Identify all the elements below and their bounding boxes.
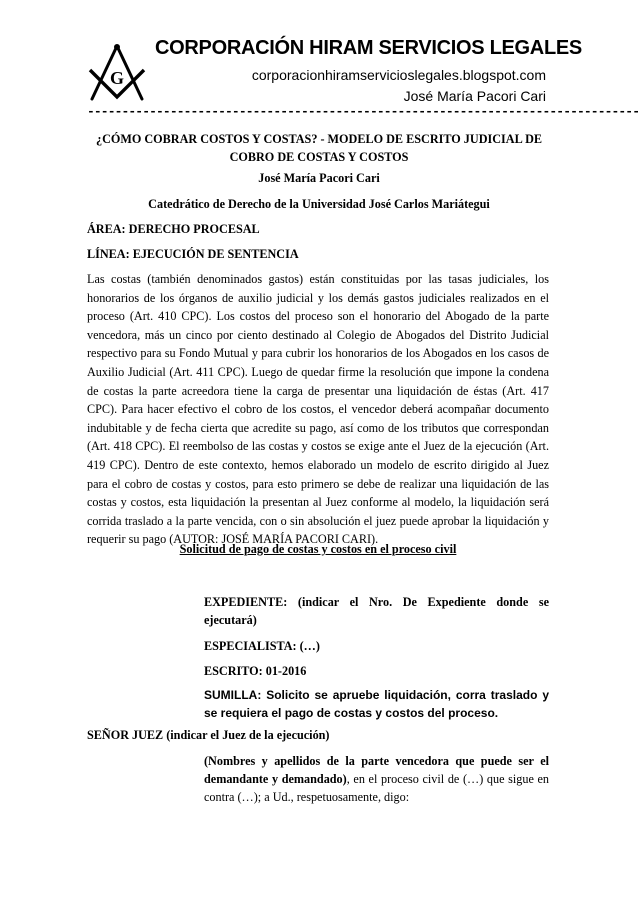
header-divider: -------------------------------------------------------------------------------- <box>87 104 639 119</box>
linea-label: LÍNEA: EJECUCIÓN DE SENTENCIA <box>87 247 299 261</box>
document-title: ¿CÓMO COBRAR COSTOS Y COSTAS? - MODELO DE ESCRITO JUDICIAL DE COBRO DE COSTAS Y COSTOS <box>95 132 543 164</box>
svg-text:G: G <box>109 68 125 88</box>
header-author: José María Pacori Cari <box>403 88 546 104</box>
especialista-field: ESPECIALISTA: (…) <box>204 639 320 653</box>
blog-url: corporacionhiramservicioslegales.blogspot.com <box>251 67 546 83</box>
document-author: José María Pacori Cari <box>258 171 380 185</box>
org-title: CORPORACIÓN HIRAM SERVICIOS LEGALES <box>155 37 582 59</box>
expediente-field: EXPEDIENTE: (indicar el Nro. De Expediente donde se ejecutará) <box>204 595 549 627</box>
escrito-number: ESCRITO: 01-2016 <box>204 664 307 678</box>
intro-paragraph: Las costas (también denominados gastos) están constituidas por las tasas judiciales, los honorarios de los órganos de auxilio judicial y los demás gastos judiciales realizados en el proceso (Art. 410 CPC). Los costos del proceso son el honorario del Abogado de la parte vencedora, más un cinco por ciento destinado al Colegio de Abogados del Distrito Judicial respectivo para su Fondo Mutual y para cubrir los honorarios de los Abogados en los casos de Auxilio Judicial (Art. 411 CPC). Luego de quedar firme la resolución que impone la condena de costas la parte acreedora tiene la carga de presentar una liquidación de éstas (Art. 417 CPC). Para hacer efectivo el cobro de los costos, el vencedor deberá acompañar documento indubitable y de fecha cierta que acredite su pago, así como de los tributos que correspondan (Art. 418 CPC). El reembolso de las costas y costos se exige ante el Juez de la ejecución (Art. 419 CPC). Dentro de este contexto, hemos elaborado un modelo de escrito dirigido al Juez para el cobro de costas y costos, para esto primero se debe de realizar una liquidación de las costas y costos, esta liquidación la presentan al Juez conforme al modelo, la liquidación será corrida traslado a la parte vencida, con o sin absolución el juez puede aprobar la liquidación y requerir su pago (AUTOR: JOSÉ MARÍA PACORI CARI). <box>87 272 549 547</box>
solicitud-title: Solicitud de pago de costas y costos en el proceso civil <box>179 542 457 556</box>
partes-rest: , en el proceso civil de (…) que sigue en contra (…); a Ud., respetuosamente, digo: <box>204 772 550 804</box>
masonic-square-compass-icon <box>86 44 148 102</box>
partes-bold: (Nombres y apellidos de la parte vencedora que puede ser el demandante y demandado) <box>204 754 549 786</box>
partes-paragraph <box>204 752 549 806</box>
area-label: ÁREA: DERECHO PROCESAL <box>87 222 260 236</box>
senor-juez: SEÑOR JUEZ (indicar el Juez de la ejecución) <box>87 728 330 742</box>
sumilla-field: SUMILLA: Solicito se apruebe liquidación, corra traslado y se requiera el pago de costas y costos del proceso. <box>204 688 549 720</box>
author-affiliation: Catedrático de Derecho de la Universidad José Carlos Mariátegui <box>148 197 490 211</box>
